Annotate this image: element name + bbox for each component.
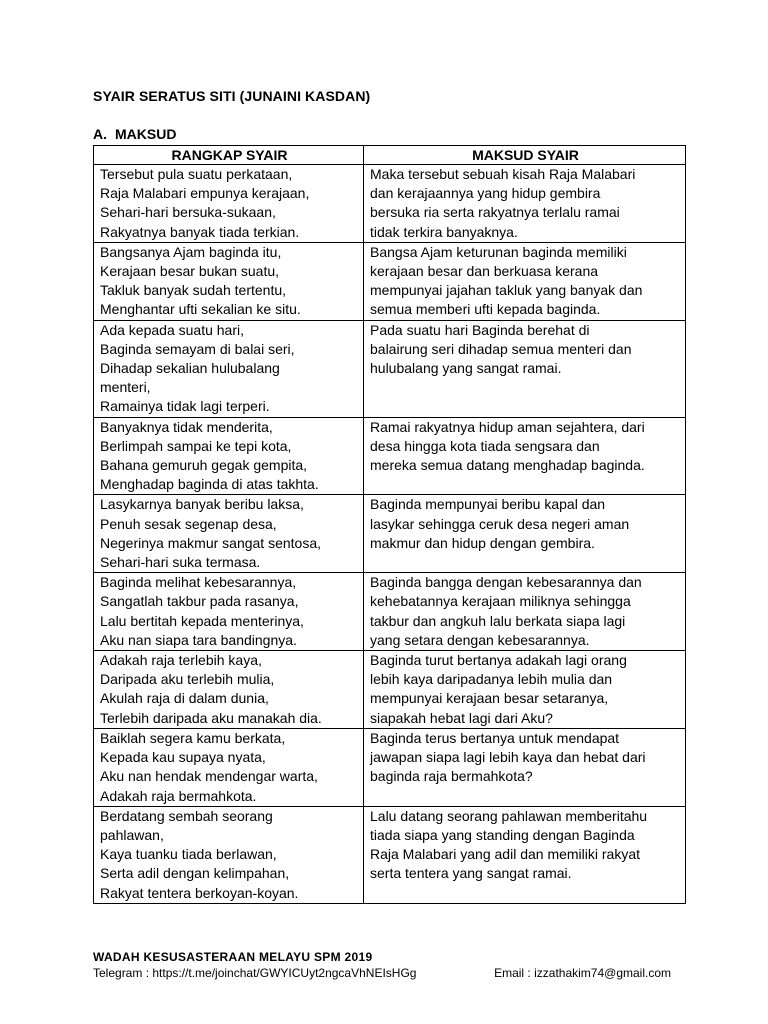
rangkap-line: menteri, (100, 379, 151, 396)
maksud-cell (364, 728, 686, 806)
rangkap-line: Menghadap baginda di atas takhta. (100, 476, 319, 493)
maksud-line: takbur dan angkuh lalu berkata siapa lagi (370, 612, 626, 629)
maksud-line: Pada suatu hari Baginda berehat di (370, 321, 590, 338)
email-address[interactable]: Email : izzathakim74@gmail.com (494, 966, 671, 980)
rangkap-cell (94, 728, 364, 806)
telegram-link[interactable]: Telegram : https://t.me/joinchat/GWYICUyt2ngcaVhNEIsHGg (93, 966, 417, 980)
rangkap-line: Kepada kau supaya nyata, (100, 749, 266, 766)
rangkap-line: Aku nan siapa tara bandingnya. (100, 631, 297, 648)
maksud-cell (364, 320, 686, 417)
maksud-line: Bangsa Ajam keturunan baginda memiliki (370, 243, 627, 260)
rangkap-line: Ramainya tidak lagi terperi. (100, 398, 270, 415)
maksud-cell (364, 651, 686, 729)
maksud-line: lebih kaya daripadanya lebih mulia dan (370, 671, 613, 688)
rangkap-cell (94, 573, 364, 651)
maksud-line: tiada siapa yang standing dengan Baginda (370, 826, 635, 843)
maksud-cell (364, 165, 686, 243)
rangkap-line: Sangatlah takbur pada rasanya, (100, 593, 299, 610)
maksud-line: mempunyai jajahan takluk yang banyak dan (370, 282, 643, 299)
rangkap-line: Daripada aku terlebih mulia, (100, 671, 275, 688)
rangkap-line: Rakyat tentera berkoyan-koyan. (100, 884, 299, 901)
section-number: A. (93, 126, 107, 142)
maksud-line: Baginda mempunyai beribu kapal dan (370, 496, 606, 513)
rangkap-cell (94, 320, 364, 417)
table-row (94, 806, 686, 903)
maksud-cell (364, 242, 686, 320)
table-row (94, 417, 686, 495)
maksud-cell (364, 495, 686, 573)
footer-title: WADAH KESUSASTERAAN MELAYU SPM 2019 (93, 950, 373, 964)
rangkap-line: Kaya tuanku tiada berlawan, (100, 846, 277, 863)
rangkap-line: Tersebut pula suatu perkataan, (100, 166, 293, 182)
maksud-line: Baginda terus bertanya untuk mendapat (370, 729, 620, 746)
rangkap-line: Rakyatnya banyak tiada terkian. (100, 223, 300, 240)
maksud-line: siapakah hebat lagi dari Aku? (370, 709, 553, 726)
rangkap-cell (94, 165, 364, 243)
rangkap-line: Lalu bertitah kepada menterinya, (100, 612, 304, 629)
maksud-line: Raja Malabari yang adil dan memiliki rakyat (370, 846, 641, 863)
table-row (94, 651, 686, 729)
rangkap-line: Negerinya makmur sangat sentosa, (100, 534, 321, 551)
maksud-line: jawapan siapa lagi lebih kaya dan hebat dari (370, 749, 646, 766)
maksud-line: Baginda bangga dengan kebesarannya dan (370, 574, 642, 591)
rangkap-line: Penuh sesak segenap desa, (100, 515, 277, 532)
maksud-line: kehebatannya kerajaan miliknya sehingga (370, 593, 631, 610)
rangkap-line: Takluk banyak sudah tertentu, (100, 282, 287, 299)
rangkap-cell (94, 242, 364, 320)
maksud-cell (364, 417, 686, 495)
rangkap-line: Berlimpah sampai ke tepi kota, (100, 437, 292, 454)
rangkap-line: Bangsanya Ajam baginda itu, (100, 243, 282, 260)
maksud-line: baginda raja bermahkota? (370, 768, 533, 785)
rangkap-line: Banyaknya tidak menderita, (100, 418, 273, 435)
rangkap-line: Raja Malabari empunya kerajaan, (100, 185, 310, 202)
maksud-line: mempunyai kerajaan besar setaranya, (370, 690, 609, 707)
rangkap-line: Terlebih daripada aku manakah dia. (100, 709, 322, 726)
rangkap-line: Baginda semayam di balai seri, (100, 340, 295, 357)
section-heading (93, 126, 176, 142)
rangkap-line: Sehari-hari suka termasa. (100, 554, 261, 571)
table-row (94, 320, 686, 417)
maksud-line: makmur dan hidup dengan gembira. (370, 534, 595, 551)
rangkap-line: Menghantar ufti sekalian ke situ. (100, 301, 301, 318)
rangkap-line: Adakah raja bermahkota. (100, 787, 257, 804)
rangkap-cell (94, 495, 364, 573)
maksud-line: Ramai rakyatnya hidup aman sejahtera, dari (370, 418, 645, 435)
maksud-cell (364, 573, 686, 651)
maksud-line: lasykar sehingga ceruk desa negeri aman (370, 515, 630, 532)
maksud-line: serta tentera yang sangat ramai. (370, 865, 572, 882)
rangkap-line: Sehari-hari bersuka-sukaan, (100, 204, 276, 221)
maksud-line: mereka semua datang menghadap baginda. (370, 457, 645, 474)
rangkap-line: Ada kepada suatu hari, (100, 321, 244, 338)
table-row (94, 573, 686, 651)
header-rangkap-syair: RANGKAP SYAIR (94, 146, 364, 165)
section-label: MAKSUD (115, 126, 177, 142)
maksud-line: kerajaan besar dan berkuasa kerana (370, 263, 599, 280)
maksud-line: Maka tersebut sebuah kisah Raja Malabari (370, 166, 636, 182)
syair-table (93, 145, 686, 904)
maksud-line: desa hingga kota tiada sengsara dan (370, 437, 600, 454)
rangkap-line: Berdatang sembah seorang (100, 807, 273, 824)
rangkap-cell (94, 417, 364, 495)
maksud-line: hulubalang yang sangat ramai. (370, 360, 562, 377)
maksud-line: balairung seri dihadap semua menteri dan (370, 340, 632, 357)
rangkap-line: Dihadap sekalian hulubalang (100, 360, 280, 377)
rangkap-line: Akulah raja di dalam dunia, (100, 690, 269, 707)
rangkap-line: Lasykarnya banyak beribu laksa, (100, 496, 304, 513)
maksud-line: Lalu datang seorang pahlawan memberitahu (370, 807, 648, 824)
table-row (94, 728, 686, 806)
maksud-line: yang setara dengan kebesarannya. (370, 631, 590, 648)
rangkap-line: Kerajaan besar bukan suatu, (100, 263, 280, 280)
table-body (94, 165, 686, 904)
document-title: SYAIR SERATUS SITI (JUNAINI KASDAN) (93, 88, 371, 104)
rangkap-line: pahlawan, (100, 826, 164, 843)
table-row (94, 495, 686, 573)
maksud-line: tidak terkira banyaknya. (370, 223, 518, 240)
footer-contact (93, 966, 685, 980)
rangkap-cell (94, 651, 364, 729)
maksud-line: semua memberi ufti kepada baginda. (370, 301, 601, 318)
maksud-line: Baginda turut bertanya adakah lagi orang (370, 652, 627, 669)
rangkap-line: Baginda melihat kebesarannya, (100, 574, 297, 591)
maksud-cell (364, 806, 686, 903)
header-maksud-syair: MAKSUD SYAIR (364, 146, 686, 165)
rangkap-line: Baiklah segera kamu berkata, (100, 729, 286, 746)
maksud-line: bersuka ria serta rakyatnya terlalu ramai (370, 204, 620, 221)
table-row (94, 242, 686, 320)
rangkap-line: Aku nan hendak mendengar warta, (100, 768, 318, 785)
rangkap-line: Serta adil dengan kelimpahan, (100, 865, 290, 882)
rangkap-line: Bahana gemuruh gegak gempita, (100, 457, 308, 474)
table-header-row (94, 146, 686, 165)
rangkap-line: Adakah raja terlebih kaya, (100, 652, 262, 669)
maksud-line: dan kerajaannya yang hidup gembira (370, 185, 601, 202)
rangkap-cell (94, 806, 364, 903)
table-row (94, 165, 686, 243)
